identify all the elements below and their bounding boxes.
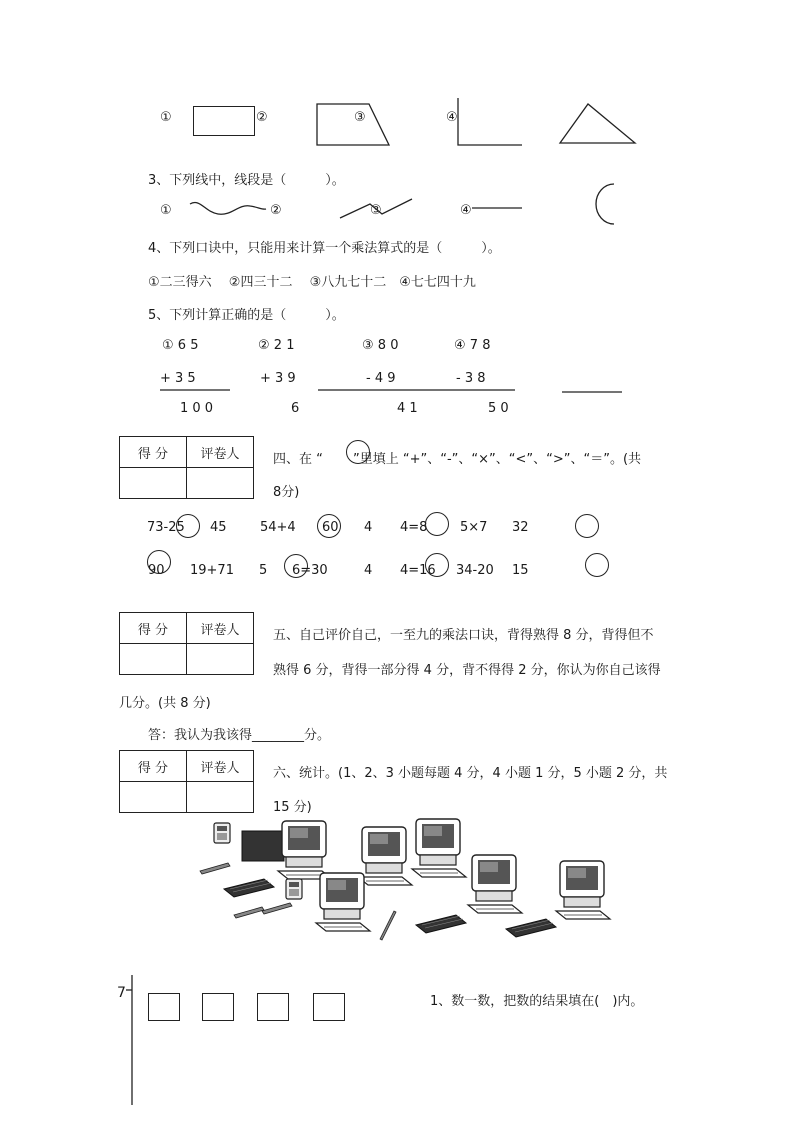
q3-label-3: ③ <box>370 203 382 218</box>
q2-label-4: ④ <box>446 110 458 125</box>
q3-label-1: ① <box>160 203 172 218</box>
row1-expr-3: 54+4 <box>260 520 296 535</box>
q4-question: 4、下列口诀中，只能用来计算一个乘法算式的是（ ）。 <box>148 241 501 256</box>
q5-item-4-op: - 3 8 <box>456 371 486 386</box>
q5-item-2-op: + 3 9 <box>260 371 296 386</box>
section5-answer: 答：我认为我该得________分。 <box>148 728 331 743</box>
count-box-1[interactable] <box>148 993 180 1021</box>
row2-expr-3: 5 <box>259 563 268 578</box>
q5-item-2-result: 6 <box>291 401 300 416</box>
row2-expr-5: 4 <box>364 563 373 578</box>
row2-expr-2: 19+71 <box>190 563 234 578</box>
count-box-2[interactable] <box>202 993 234 1021</box>
q5-item-2-label: ② 2 1 <box>258 338 295 353</box>
row1-expr-2: 45 <box>210 520 227 535</box>
row1-expr-6: 4=8 <box>400 520 428 535</box>
q5-question: 5、下列计算正确的是（ ）。 <box>148 308 345 323</box>
section4-instruction: 四、在 “ ”里填上 “+”、“-”、“×”、“<”、“>”、“＝”。(共 <box>273 452 642 467</box>
section5-line2: 熟得 6 分，背得一部分得 4 分，背不得得 2 分，你认为你自己该得 <box>273 663 661 678</box>
score-header: 得 分 <box>120 613 187 644</box>
section5-line3: 几分。(共 8 分) <box>119 696 211 711</box>
q3-label-2: ② <box>270 203 282 218</box>
q5-item-1-op: + 3 5 <box>160 371 196 386</box>
axis-label: 7 <box>117 985 126 1001</box>
q5-item-3-op: - 4 9 <box>366 371 396 386</box>
row2-expr-6: 4=16 <box>400 563 436 578</box>
q5-item-3-result: 4 1 <box>397 401 418 416</box>
grader-header: 评卷人 <box>187 437 254 468</box>
row2-expr-4: 6=30 <box>292 563 328 578</box>
score-header: 得 分 <box>120 751 187 782</box>
q3-label-4: ④ <box>460 203 472 218</box>
q5-item-4-label: ④ 7 8 <box>454 338 491 353</box>
section6-line2: 15 分) <box>273 800 312 815</box>
q2-label-2: ② <box>256 110 268 125</box>
row1-expr-5: 4 <box>364 520 373 535</box>
section5-line1: 五、自己评价自己，一至九的乘法口诀，背得熟得 8 分，背得但不 <box>273 628 654 643</box>
q5-item-1-result: 1 0 0 <box>180 401 214 416</box>
q5-item-4-result: 5 0 <box>488 401 509 416</box>
grader-header: 评卷人 <box>187 751 254 782</box>
section4-points: 8分) <box>273 485 300 500</box>
row2-expr-1: 90 <box>148 563 165 578</box>
count-box-4[interactable] <box>313 993 345 1021</box>
row1-expr-1: 73-25 <box>147 520 185 535</box>
row1-expr-7: 5×7 <box>460 520 488 535</box>
row2-expr-8: 15 <box>512 563 529 578</box>
q4-options: ①二三得六 ②四三十二 ③八九七十二 ④七七四十九 <box>148 275 476 290</box>
count-box-3[interactable] <box>257 993 289 1021</box>
q5-item-3-label: ③ 8 0 <box>362 338 399 353</box>
q2-label-3: ③ <box>354 110 366 125</box>
row1-expr-4: 60 <box>322 520 339 535</box>
row1-expr-8: 32 <box>512 520 529 535</box>
grader-header: 评卷人 <box>187 613 254 644</box>
row2-expr-7: 34-20 <box>456 563 494 578</box>
q5-item-1-label: ① 6 5 <box>162 338 199 353</box>
q3-question: 3、下列线中，线段是（ ）。 <box>148 173 345 188</box>
section6-q1: 1、数一数，把数的结果填在( )内。 <box>430 994 644 1009</box>
section6-line1: 六、统计。(1、2、3 小题每题 4 分，4 小题 1 分，5 小题 2 分，共 <box>273 766 668 781</box>
q2-label-1: ① <box>160 110 172 125</box>
score-header: 得 分 <box>120 437 187 468</box>
